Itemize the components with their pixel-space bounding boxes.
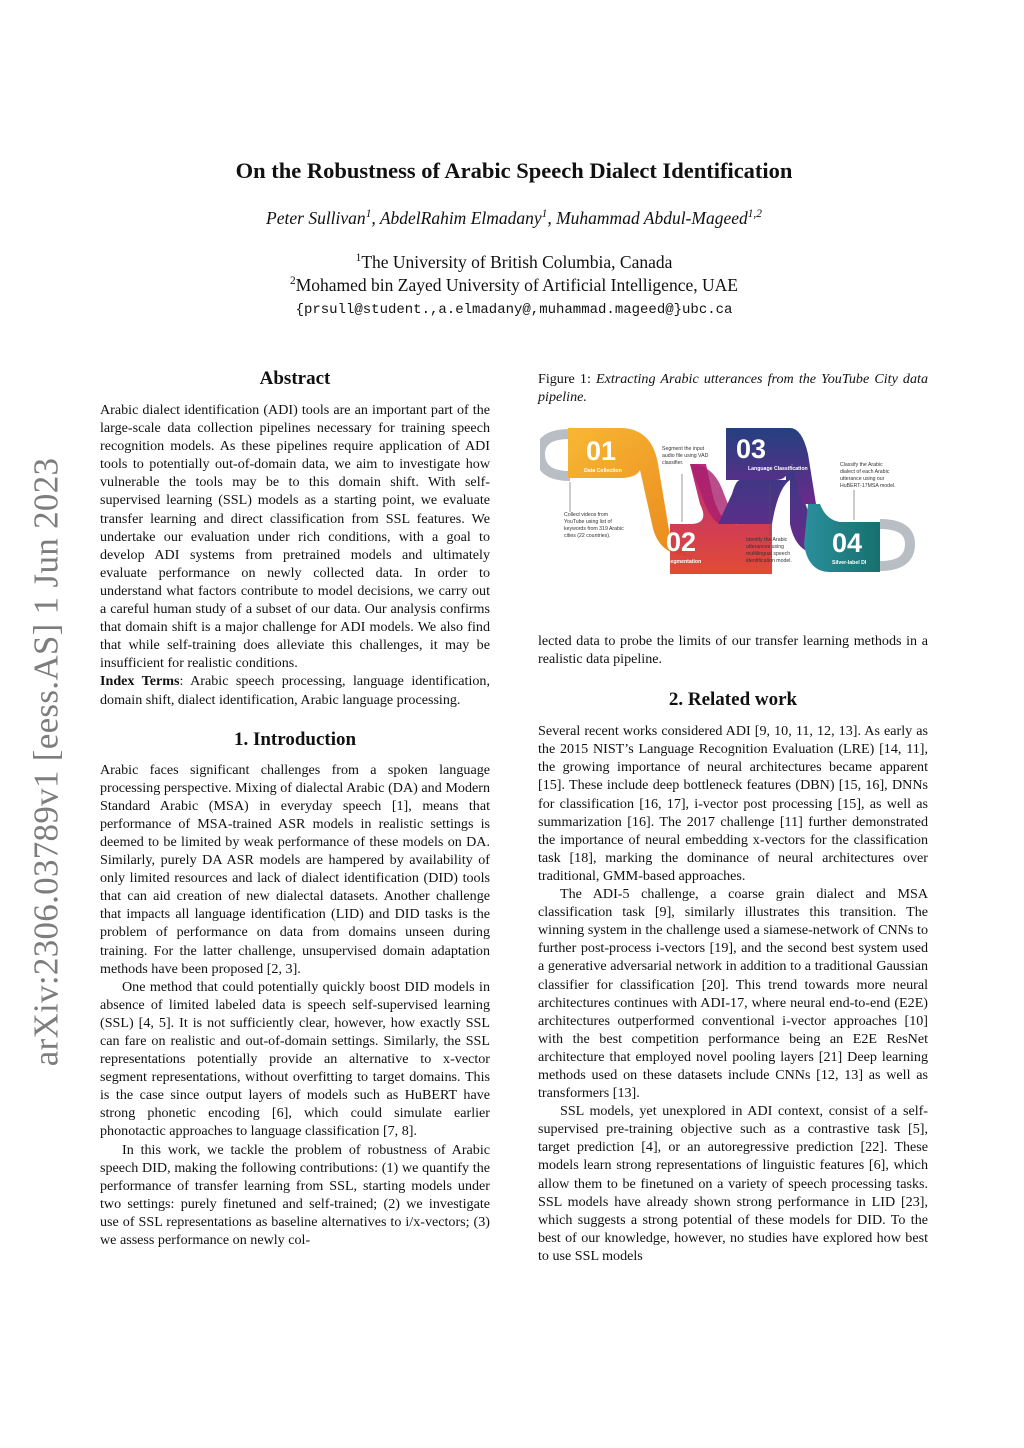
- related-paragraph: SSL models, yet unexplored in ADI context, consist of a self-supervised pre-training objective such as a contrastive task [5], target prediction [4], or an autoregressive prediction [22]. These models learn strong representations of linguistic features [6], which allow them to be finetuned on a variety of speech processing tasks. SSL models have already shown strong performance in LID [23], which suggests a strong potential of these models for DID. To the best of our knowledge, however, no studies have explored how best to use SSL models: [538, 1103, 928, 1264]
- step-1-number: 01: [586, 436, 617, 466]
- left-column: [100, 368, 490, 1249]
- index-terms: Index Terms: Arabic speech processing, language identification, domain shift, dialect identification, Arabic language processing.: [100, 673, 490, 708]
- arxiv-watermark: arXiv:2306.03789v1 [eess.AS] 1 Jun 2023: [26, 457, 66, 1067]
- step-3-label: Language Classification: [748, 466, 808, 472]
- author-list: Peter Sullivan$^1$, AbdelRahim Elmadany$^1$, Muhammad Abdul-Mageed$^{1,2}$: [266, 208, 762, 228]
- step-4-label: Silver-label DI: [832, 560, 867, 566]
- related-work-heading: 2. Related work: [668, 689, 798, 711]
- related-paragraph: The ADI-5 challenge, a coarse grain dialect and MSA classification task [9], similarly illustrates this transition. The winning system in the challenge used a siamese-network of CNNs to further post-process i-vectors [19], and the second best system used a generative adversarial network in addition to a traditional Gaussian classifier for classification [20]. This trend towards more neural architectures continues with ADI-17, where neural end-to-end (E2E) architectures outperformed conventional i-vector approaches [10] with the best competition performance being an E2E ResNet architecture that employed novel pooling layers [21] Deep learning methods used on these datasets include CNNs [12, 13] as well as transformers [13].: [538, 886, 928, 1102]
- introduction-heading: 1. Introduction: [233, 728, 357, 750]
- right-column: [538, 632, 928, 1265]
- note-silver-label: Classify the Arabic dialect of each Arabic utterance using our HuBERT-17MSA model.: [840, 462, 896, 489]
- grey-loop-right: [880, 524, 910, 566]
- pipeline-figure: [540, 424, 920, 584]
- intro-paragraph: One method that could potentially quickly boost DID models in absence of limited labeled data is speech self-supervised learning (SSL) [4, 5]. It is not sufficiently clear, however, how exactly SSL can fare on realistic and out-of-domain settings. Similarly, the SSL representations potentially provide an alternative to x-vector segment representations, without overfitting to target domains. This is the case since output layers of models such as HuBERT have strong phonetic encoding [6], which could simulate earlier phonotactic approaches to language classification [7, 8].: [100, 978, 490, 1140]
- author-name: Muhammad Abdul-Mageed: [556, 208, 748, 228]
- figure-caption: Figure 1: Extracting Arabic utterances from the YouTube City data pipeline.: [538, 371, 928, 406]
- step-4-number: 04: [832, 528, 863, 558]
- note-segmentation: Segment the input audio file using VAD classifier.: [662, 446, 709, 466]
- affiliation: $^2$Mohamed bin Zayed University of Artificial Intelligence, UAE: [290, 275, 738, 295]
- abstract-text: Arabic dialect identification (ADI) tools are an important part of the large-scale data collection pipelines necessary for training speech recognition models. As these pipelines require application of ADI tools to potentially out-of-domain data, we aim to investigate how vulnerable the tools may be to this domain shift. With self-supervised learning (SSL) models as a starting point, we evaluate transfer learning and direct classification from SSL features. We undertake our evaluation under rich conditions, with a goal to develop ADI systems from pretrained models and ultimately evaluate performance on newly collected data. In order to understand what factors contribute to model decisions, we carry out a careful human study of a subset of our data. Our analysis confirms that domain shift is a major challenge for ADI models. We also find that while self-training does alleviate this challenges, it may be insufficient for realistic conditions.: [100, 402, 490, 672]
- intro-paragraph: Arabic faces significant challenges from a spoken language processing perspective. Mixing of dialectal Arabic (DA) and Modern Standard Arabic (MSA) in everyday speech [1], means that performance of MSA-trained ASR models in realistic settings is deemed to be limited by weak performance of these models on DA. Similarly, purely DA ASR models are hampered by availability of only limited resources and lack of dialect identification (DID) tools that can aid creation of new dialectal datasets. Another challenge that impacts all language identification (LID) and DID tasks is the problem of performance on data from domains unseen during training. For the latter challenge, unsupervised domain adaptation methods have been proposed [2, 3].: [100, 761, 490, 977]
- step-2-label: Segmentation: [667, 559, 702, 565]
- author-name: Peter Sullivan: [266, 208, 366, 228]
- step-2-number: 02: [666, 527, 697, 557]
- paper-title: On the Robustness of Arabic Speech Dialect Identification: [235, 158, 793, 183]
- step-1-label: Data Collection: [584, 468, 622, 474]
- related-paragraph: Several recent works considered ADI [9, 10, 11, 12, 13]. As early as the 2015 NIST’s Language Recognition Evaluation (LRE) [14, 11], the growing importance of neural architectures became apparent [15]. These include deep bottleneck features (DBN) [15, 16], DNNs for classification [16, 17], i-vector post processing [15], as well as summarization [16]. The 2017 challenge [11] further demonstrated the importance of neural embedding x-vectors for the classification task [18], marking the dominance of neural architectures over traditional, GMM-based approaches.: [538, 723, 928, 884]
- note-language-classification: Identify the Arabic utterances using multilingual speech identification model.: [746, 537, 792, 564]
- intro-paragraph: In this work, we tackle the problem of robustness of Arabic speech DID, making the following contributions: (1) we quantify the performance of transfer learning from SSL, starting models under two settings: purely finetuned and self-trained; (2) we investigate use of SSL representations as baseline alternatives to i/x-vectors; (3) we assess performance on newly col-: [100, 1141, 490, 1249]
- abstract-heading: Abstract: [259, 368, 331, 389]
- affiliation: $^1$The University of British Columbia, Canada: [355, 252, 673, 272]
- author-email: {prsull@student.,a.elmadany@,muhammad.mageed@}ubc.ca: [295, 302, 733, 318]
- author-name: AbdelRahim Elmadany: [379, 208, 542, 228]
- step-3-number: 03: [736, 434, 767, 464]
- note-data-collection: Collect videos from YouTube using list of keywords from 319 Arabic cities (22 countries).: [564, 512, 624, 539]
- intro-continuation: lected data to probe the limits of our transfer learning methods in a realistic data pipeline.: [538, 633, 928, 668]
- grey-loop-left: [540, 434, 570, 476]
